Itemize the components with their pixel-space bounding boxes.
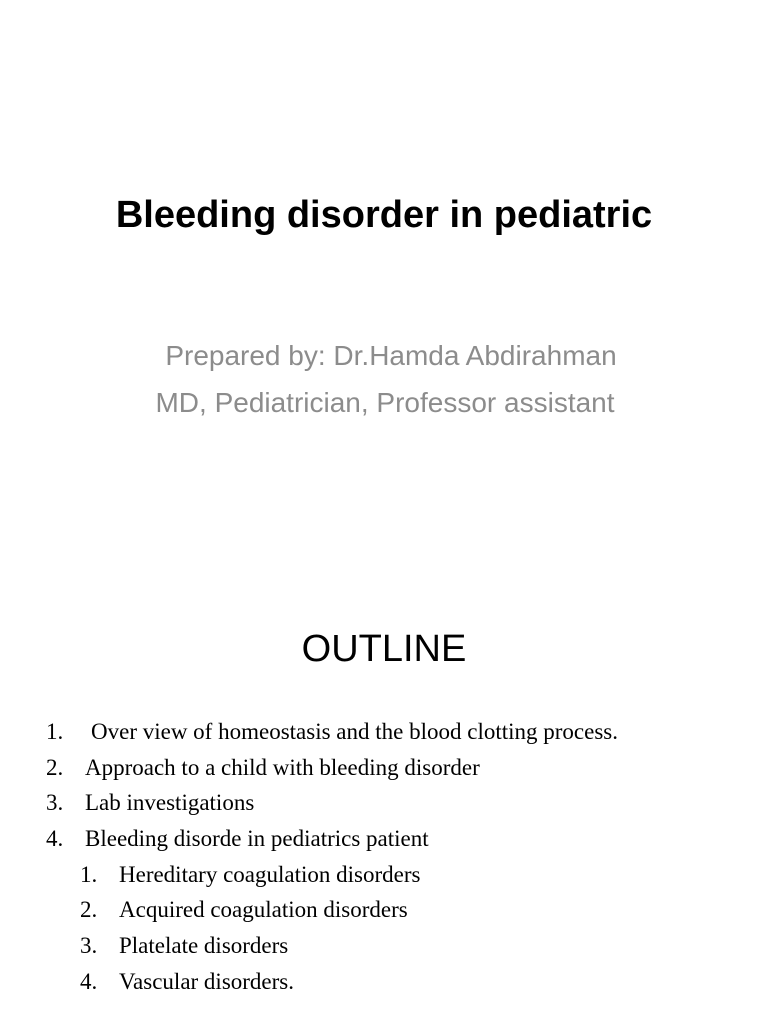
sub-list-item-number: 1.: [80, 861, 98, 887]
list-item-number: 4.: [46, 826, 64, 852]
sub-list-item-text: Acquired coagulation disorders: [119, 897, 408, 923]
list-item-number: 2.: [46, 754, 64, 780]
list-item: [0, 714, 768, 750]
list-item-text: Bleeding disorde in pediatrics patient: [85, 826, 429, 852]
list-item-text: Over view of homeostasis and the blood clotting process.: [91, 719, 618, 744]
list-item: [0, 821, 768, 857]
sub-list-item: [0, 857, 768, 893]
outline-title: OUTLINE: [301, 628, 467, 670]
list-item: [0, 785, 768, 821]
sub-list-item-number: 4.: [80, 968, 98, 994]
outline-list: [0, 714, 768, 1000]
slide-subtitle: [0, 332, 768, 426]
list-item-number: 3.: [46, 790, 64, 816]
sub-list-item-text: Vascular disorders.: [119, 968, 295, 994]
subtitle-credentials: MD, Pediatrician, Professor assistant: [155, 387, 615, 418]
sub-list-item: [0, 964, 768, 1000]
sub-list-item-text: Hereditary coagulation disorders: [119, 861, 421, 887]
subtitle-author: Prepared by: Dr.Hamda Abdirahman: [165, 340, 617, 371]
slide-title: Bleeding disorder in pediatric: [115, 194, 653, 236]
sub-list-item: [0, 928, 768, 964]
list-item-text: Approach to a child with bleeding disorder: [85, 754, 480, 780]
sub-list-item: [0, 892, 768, 928]
list-item-text: Lab investigations: [85, 790, 255, 816]
list-item-number: 1.: [46, 719, 64, 744]
sub-list-item-number: 2.: [80, 897, 98, 923]
sub-list-item-number: 3.: [80, 933, 98, 959]
outline-slide: [0, 576, 768, 1024]
list-item: [0, 750, 768, 786]
sub-list-item-text: Platelate disorders: [119, 933, 289, 959]
